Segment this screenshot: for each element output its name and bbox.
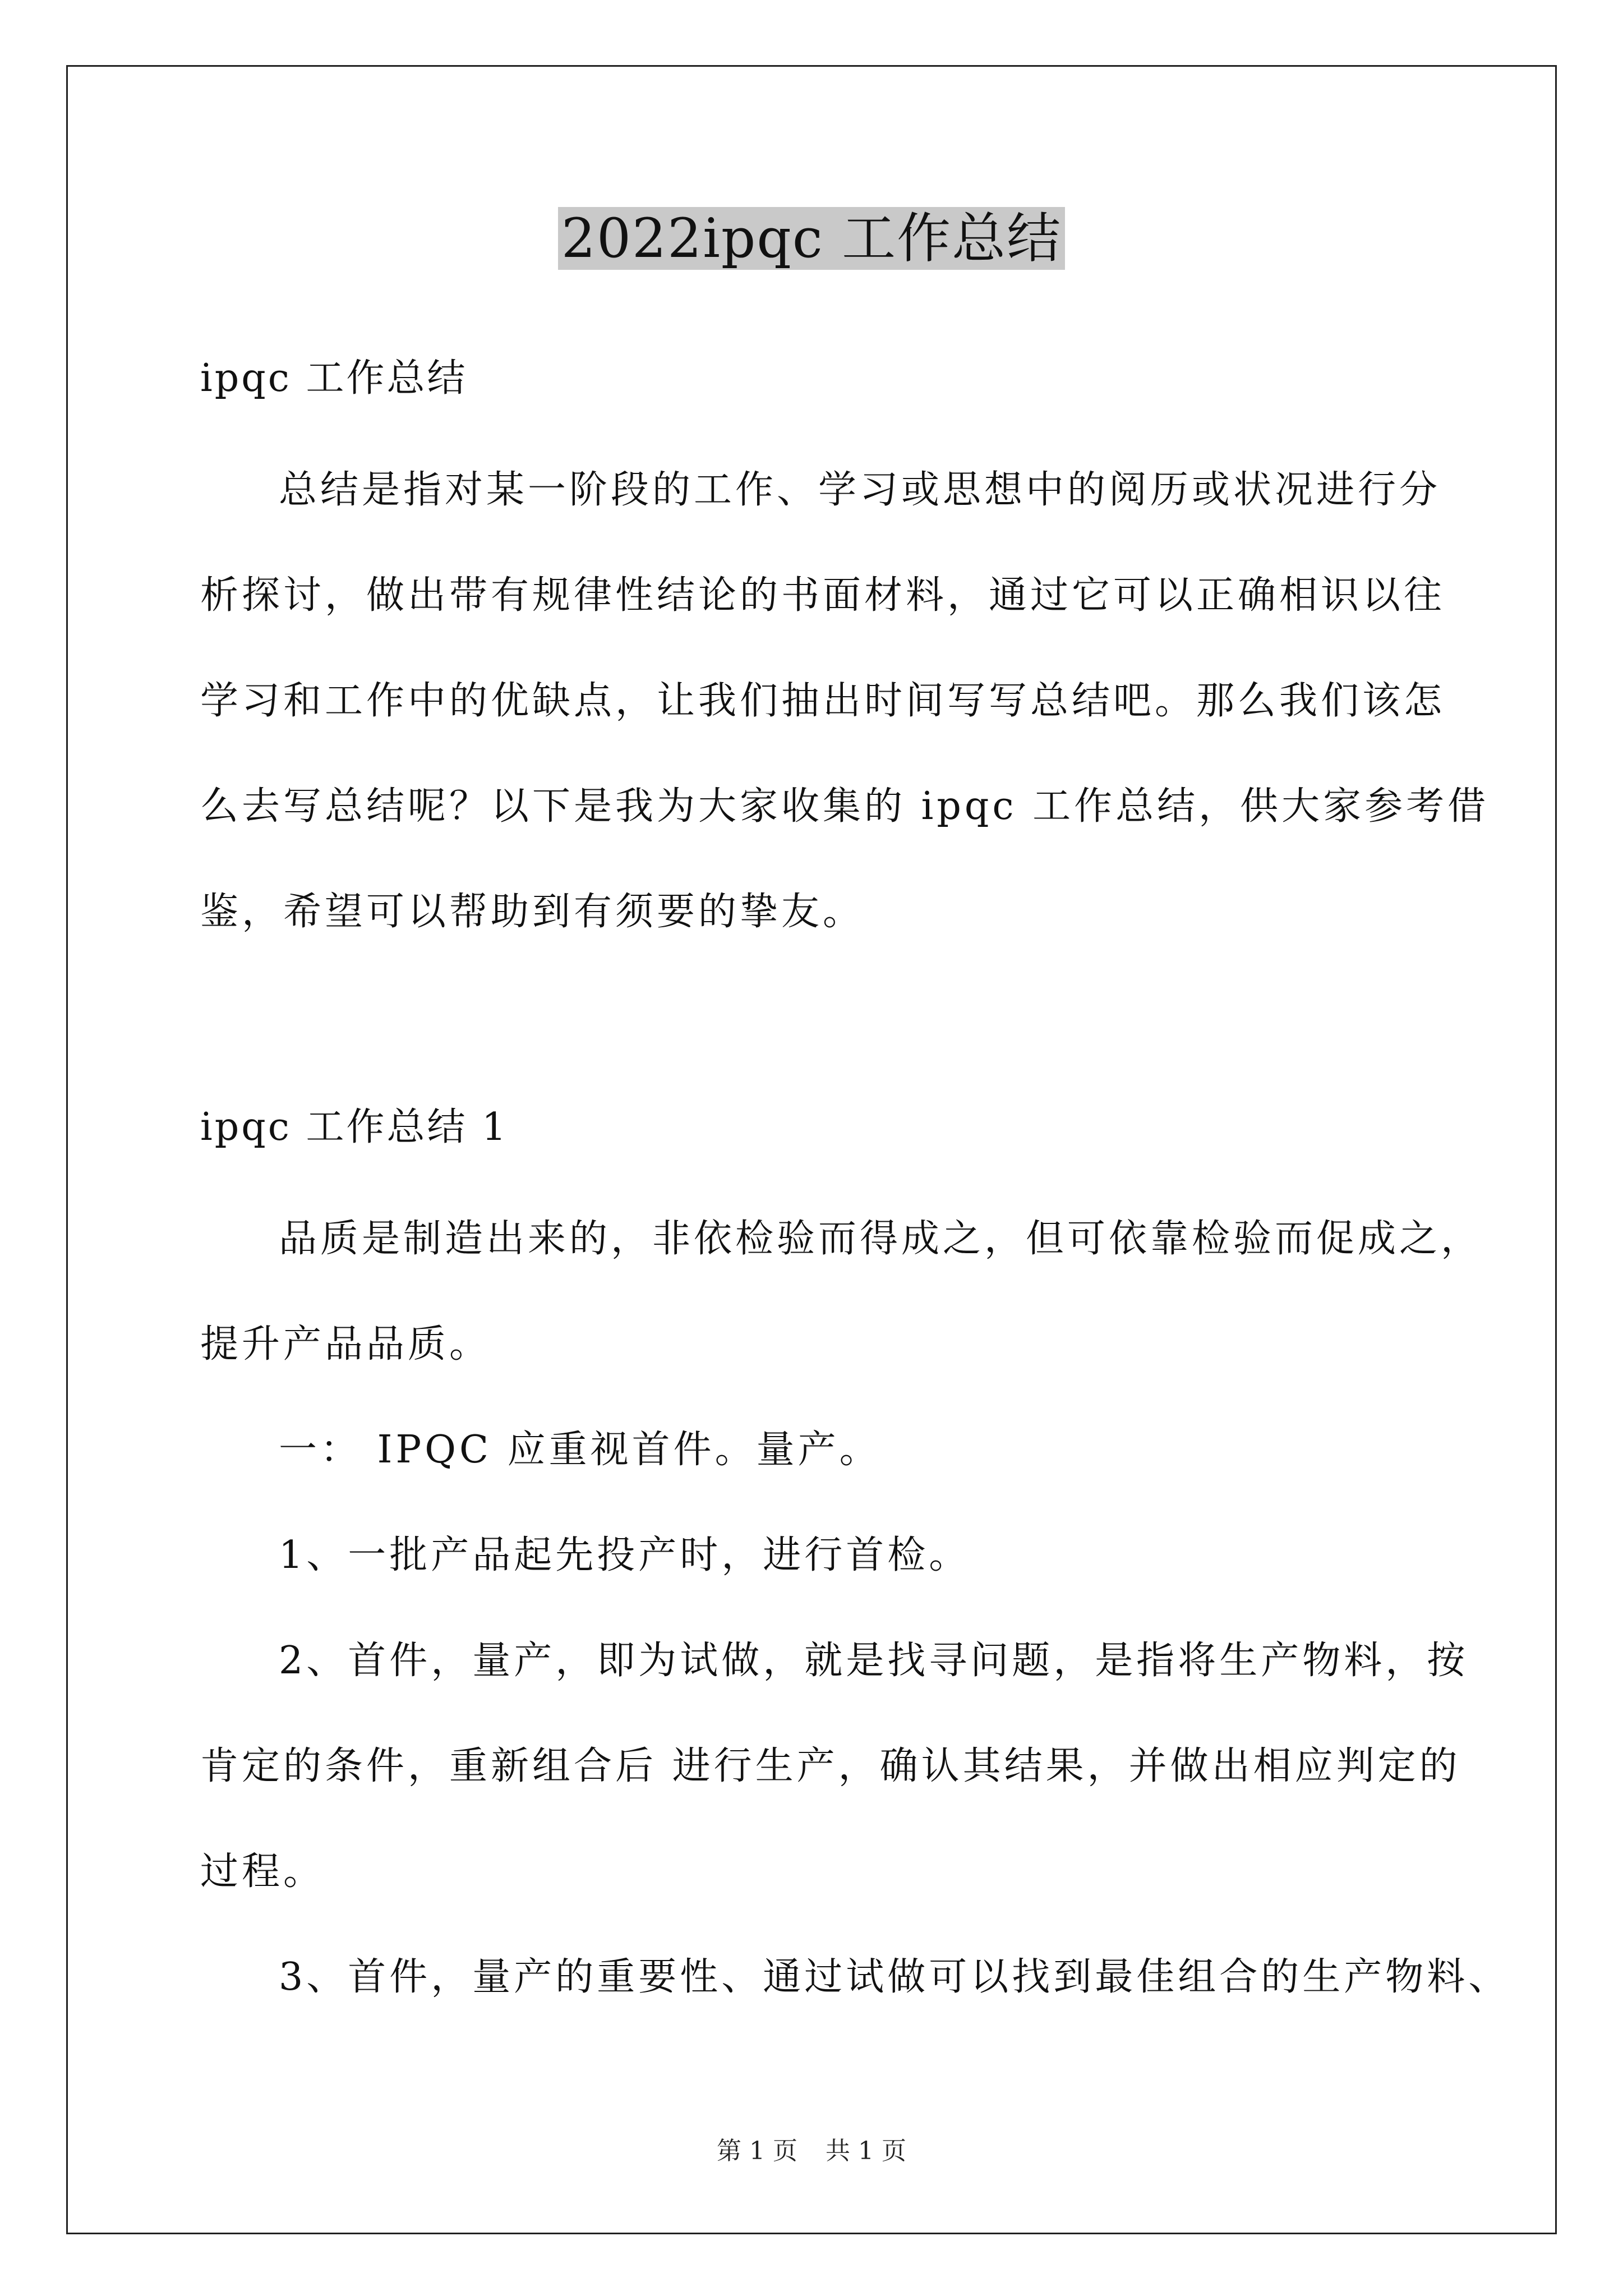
intro-line: 么去写总结呢？以下是我为大家收集的 ipqc 工作总结，供大家参考借 xyxy=(200,784,1490,829)
page-footer xyxy=(0,2134,1623,2168)
item-2-line: 过程。 xyxy=(200,1849,325,1894)
section1-paragraph xyxy=(200,1186,1483,1397)
section1-heading: ipqc 工作总结 1 xyxy=(200,1105,509,1149)
intro-line: 学习和工作中的优缺点，让我们抽出时间写写总结吧。那么我们该怎 xyxy=(200,679,1446,723)
intro-line: 鉴，希望可以帮助到有须要的挚友。 xyxy=(200,890,865,934)
item-2-line: 2、首件，量产，即为试做，就是找寻问题，是指将生产物料，按 xyxy=(279,1639,1469,1683)
item-3 xyxy=(200,1925,1510,2030)
intro-heading: ipqc 工作总结 xyxy=(200,356,468,401)
item-1-text: 1、一批产品起先投产时，进行首检。 xyxy=(279,1533,971,1577)
intro-line: 总结是指对某一阶段的工作、学习或思想中的阅历或状况进行分 xyxy=(279,468,1441,512)
item-3-text: 3、首件，量产的重要性、通过试做可以找到最佳组合的生产物料、 xyxy=(279,1955,1510,1999)
document-title-text: 2022ipqc 工作总结 xyxy=(558,207,1065,270)
page-total: 共 1 页 xyxy=(826,2137,906,2165)
intro-line: 析探讨，做出带有规律性结论的书面材料，通过它可以正确相识以往 xyxy=(200,573,1446,618)
point-one xyxy=(200,1397,1434,1503)
point-one-text: 一： IPQC 应重视首件。量产。 xyxy=(279,1428,881,1472)
section1-line: 提升产品品质。 xyxy=(200,1322,491,1366)
section1-line: 品质是制造出来的，非依检验而得成之，但可依靠检验而促成之， xyxy=(279,1217,1483,1261)
item-2 xyxy=(200,1608,1469,1925)
document-title xyxy=(0,199,1623,278)
intro-paragraph xyxy=(200,438,1490,965)
page-number: 第 1 页 xyxy=(717,2137,797,2165)
item-2-line: 肯定的条件，重新组合后 进行生产，确认其结果，并做出相应判定的 xyxy=(200,1744,1461,1788)
item-1 xyxy=(200,1503,1434,1608)
